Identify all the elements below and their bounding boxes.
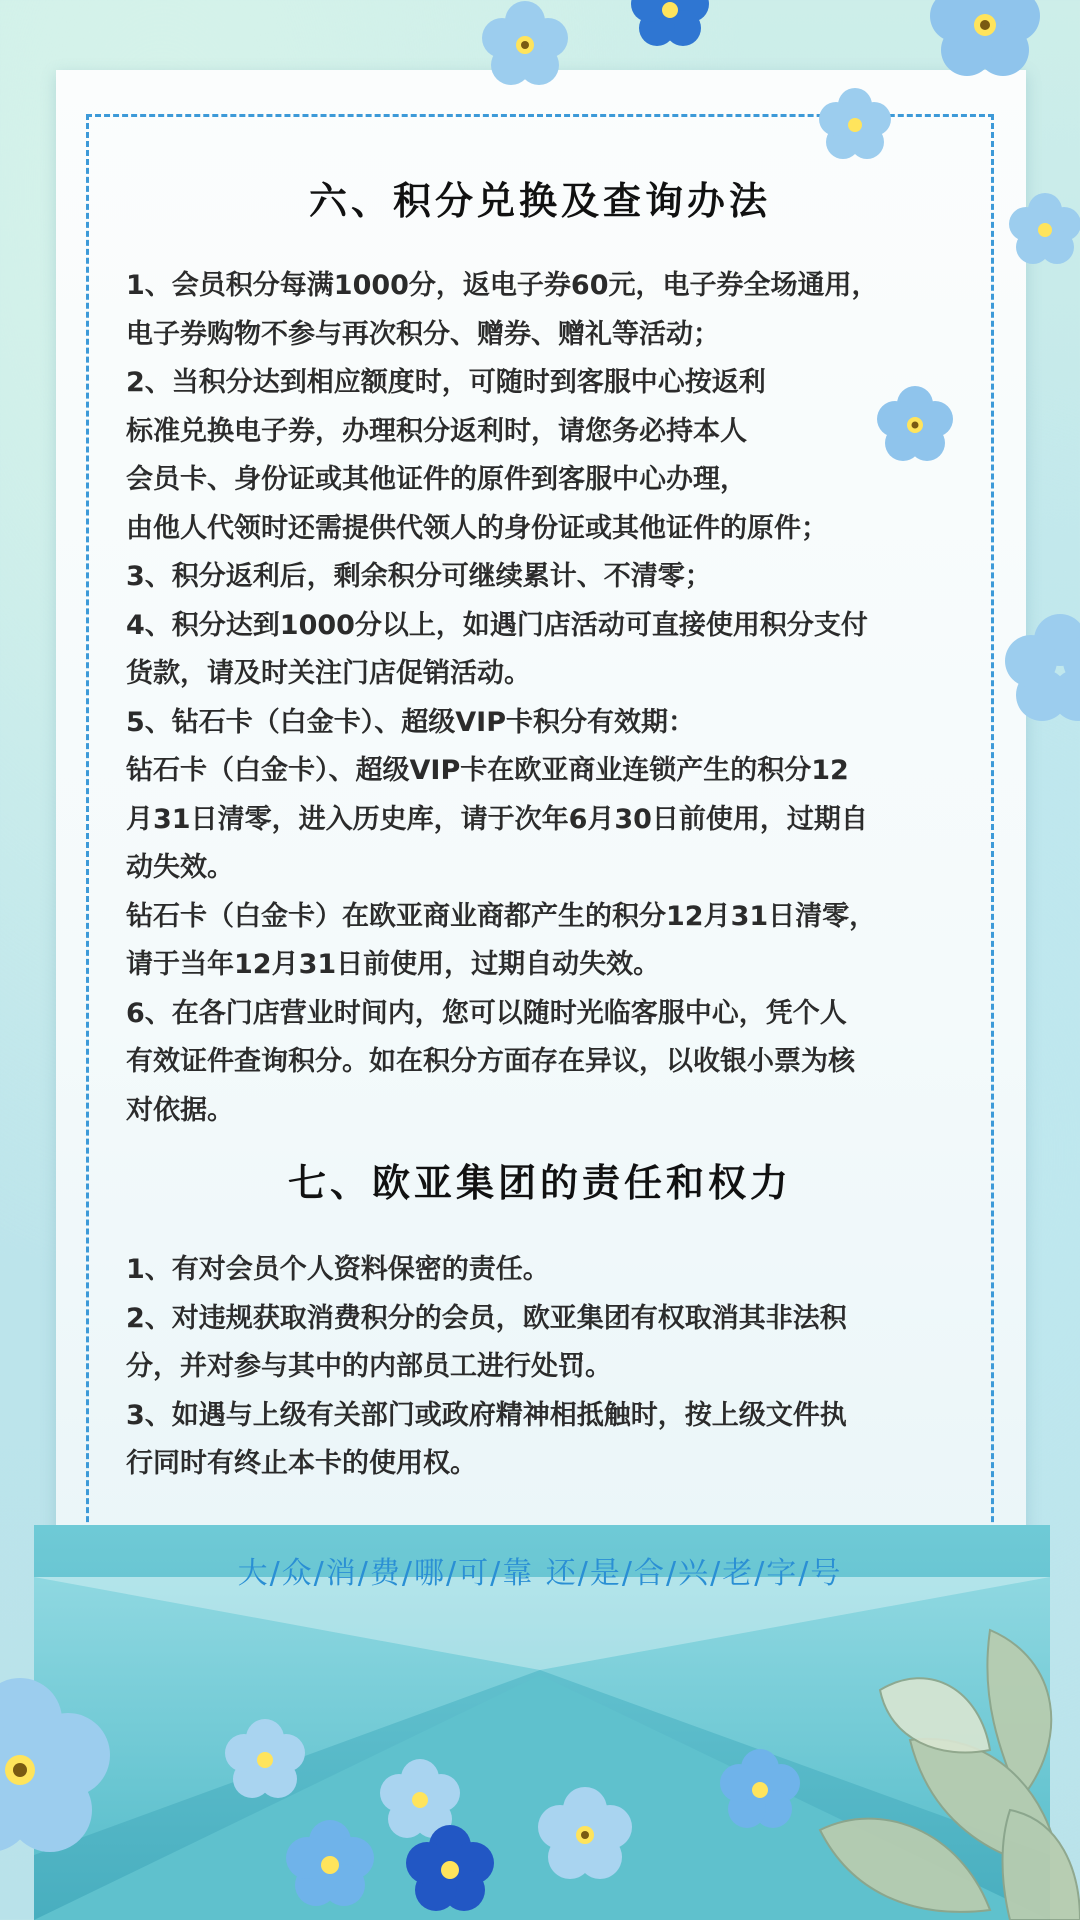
section-6-body bbox=[126, 262, 976, 1135]
flower-icon bbox=[520, 1770, 650, 1900]
text-line: 对依据。 bbox=[126, 1094, 234, 1126]
flower-icon bbox=[0, 1650, 120, 1890]
text-line: 2、对违规获取消费积分的会员，欧亚集团有权取消其非法积 bbox=[126, 1302, 847, 1334]
text-line: 3、积分返利后，剩余积分可继续累计、不清零； bbox=[126, 561, 712, 592]
text-line: 3、如遇与上级有关部门或政府精神相抵触时，按上级文件执 bbox=[126, 1399, 847, 1431]
section-7-title: 七、欧亚集团的责任和权力 bbox=[287, 1161, 792, 1205]
text-line: 5、钻石卡（白金卡）、超级VIP卡积分有效期： bbox=[126, 706, 696, 738]
text-line: 2、当积分达到相应额度时，可随时到客服中心按返利 bbox=[126, 367, 766, 398]
flower-icon bbox=[860, 370, 970, 480]
flower-icon bbox=[600, 0, 750, 90]
section-7-body bbox=[126, 1246, 976, 1489]
text-line: 1、有对会员个人资料保密的责任。 bbox=[126, 1254, 550, 1285]
flower-icon bbox=[1000, 600, 1080, 800]
flower-icon bbox=[205, 1700, 325, 1820]
text-line: 标准兑换电子券，办理积分返利时，请您务必持本人 bbox=[126, 415, 747, 447]
text-line: 请于当年12月31日前使用，过期自动失效。 bbox=[126, 949, 661, 980]
flower-icon bbox=[1000, 180, 1080, 280]
flower-icon bbox=[450, 0, 600, 110]
section-6-title: 六、积分兑换及查询办法 bbox=[308, 179, 771, 223]
text-line: 分，并对参与其中的内部员工进行处罚。 bbox=[126, 1351, 612, 1382]
text-line: 会员卡、身份证或其他证件的原件到客服中心办理， bbox=[126, 464, 747, 495]
text-line: 6、在各门店营业时间内，您可以随时光临客服中心，凭个人 bbox=[126, 997, 847, 1029]
text-line: 钻石卡（白金卡）在欧亚商业商都产生的积分12月31日清零， bbox=[126, 900, 877, 932]
text-line: 月31日清零，进入历史库，请于次年6月30日前使用，过期自 bbox=[126, 803, 868, 835]
flower-icon bbox=[890, 0, 1080, 120]
text-line: 动失效。 bbox=[126, 852, 234, 883]
text-line: 电子券购物不参与再次积分、赠券、赠礼等活动； bbox=[126, 318, 720, 350]
text-line: 4、积分达到1000分以上，如遇门店活动可直接使用积分支付 bbox=[126, 609, 868, 641]
flower-icon bbox=[390, 1820, 510, 1920]
slogan: 大/众/消/费/哪/可/靠 还/是/合/兴/老/字/号 bbox=[237, 1556, 843, 1591]
flower-icon bbox=[270, 1810, 390, 1920]
text-line: 钻石卡（白金卡）、超级VIP卡在欧亚商业连锁产生的积分12 bbox=[126, 755, 849, 786]
text-line: 行同时有终止本卡的使用权。 bbox=[126, 1448, 477, 1479]
text-line: 有效证件查询积分。如在积分方面存在异议，以收银小票为核 bbox=[126, 1046, 855, 1077]
text-line: 货款，请及时关注门店促销活动。 bbox=[126, 658, 531, 689]
text-line: 由他人代领时还需提供代领人的身份证或其他证件的原件； bbox=[126, 512, 828, 544]
text-line: 1、会员积分每满1000分，返电子券60元，电子券全场通用， bbox=[126, 270, 879, 301]
flower-icon bbox=[800, 70, 910, 180]
leaves-icon bbox=[760, 1600, 1080, 1920]
